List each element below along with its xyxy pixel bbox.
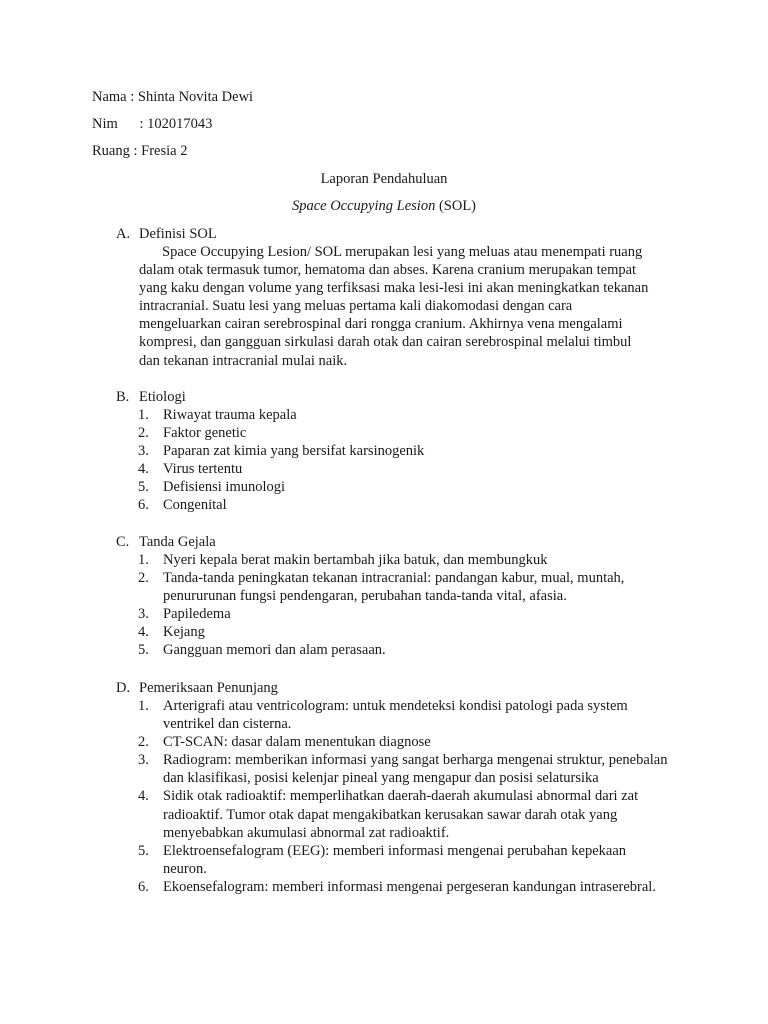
list-text: Sidik otak radioaktif: memperlihatkan daerah-daerah akumulasi abnormal dari zat radioaktif. Tumor otak dapat mengakibatkan kerusakan sawar darah otak yang menyebabkan akumulasi abnormal zat radioaktif. <box>163 788 639 841</box>
list-item <box>138 751 673 787</box>
student-name: Nama : Shinta Novita Dewi <box>92 89 254 105</box>
list-number: 2. <box>138 734 149 751</box>
list-item <box>138 623 673 641</box>
list-item <box>138 605 673 623</box>
list-number: 1. <box>138 407 149 423</box>
list-text: Gangguan memori dan alam perasaan. <box>163 642 386 659</box>
list-text: Riwayat trauma kepala <box>163 407 297 423</box>
list-text: Paparan zat kimia yang bersifat karsinogenik <box>163 443 425 460</box>
section-heading <box>116 225 676 243</box>
list-item <box>138 496 673 514</box>
gejala-list <box>138 551 676 660</box>
section-letter: B. <box>116 389 130 405</box>
section-letter: C. <box>116 534 130 550</box>
list-text: Faktor genetic <box>163 425 247 442</box>
document-subtitle <box>0 197 768 215</box>
list-item <box>138 551 673 569</box>
list-item <box>138 641 673 659</box>
student-room: Ruang : Fresia 2 <box>92 143 188 159</box>
section-tanda-gejala <box>116 533 676 660</box>
list-number: 5. <box>138 842 149 859</box>
list-number: 3. <box>138 606 149 623</box>
section-heading <box>116 388 676 406</box>
list-text: Papiledema <box>163 606 231 623</box>
section-pemeriksaan <box>116 679 676 896</box>
section-heading <box>116 679 676 697</box>
list-number: 5. <box>138 479 149 496</box>
section-definisi <box>116 225 676 370</box>
list-number: 4. <box>138 461 149 478</box>
list-text: Tanda-tanda peningkatan tekanan intracranial: pandangan kabur, mual, muntah, penururunan fungsi pendengaran, perubahan tanda-tanda vital, afasia. <box>163 570 625 605</box>
list-text: Ekoensefalogram: memberi informasi mengenai pergeseran kandungan intraserebral. <box>163 878 656 895</box>
section-title: Etiologi <box>139 389 186 405</box>
list-text: Elektroensefalogram (EEG): memberi informasi mengenai perubahan kepekaan neuron. <box>163 842 627 877</box>
list-item <box>138 787 673 841</box>
list-item <box>138 733 673 751</box>
list-item <box>138 424 673 442</box>
subtitle-italic: Space Occupying Lesion <box>291 198 436 214</box>
etiologi-list <box>138 406 676 515</box>
document-title: Laporan Pendahuluan <box>320 171 448 187</box>
list-number: 2. <box>138 425 149 442</box>
list-text: Congenital <box>163 497 227 514</box>
pemeriksaan-list <box>138 697 676 896</box>
list-number: 1. <box>138 698 149 714</box>
list-item <box>138 569 673 605</box>
list-item <box>138 697 673 733</box>
list-text: Defisiensi imunologi <box>163 479 286 496</box>
list-number: 3. <box>138 752 149 769</box>
student-nim: Nim : 102017043 <box>92 116 213 132</box>
list-text: Nyeri kepala berat makin bertambah jika batuk, dan membungkuk <box>163 552 548 568</box>
list-item <box>138 442 673 460</box>
section-title: Pemeriksaan Penunjang <box>139 680 278 696</box>
list-text: Arterigrafi atau ventricologram: untuk mendeteksi kondisi patologi pada system ventrikel dan cisterna. <box>163 698 628 733</box>
list-item <box>138 878 673 896</box>
list-item <box>138 478 673 496</box>
list-item <box>138 406 673 424</box>
list-text: Kejang <box>163 624 205 641</box>
section-letter: D. <box>116 680 131 696</box>
list-number: 2. <box>138 570 149 587</box>
list-text: Radiogram: memberikan informasi yang sangat berharga mengenai struktur, penebalan dan klasifikasi, posisi kelenjar pineal yang mengapur dan posisi selatursika <box>163 752 668 787</box>
list-number: 6. <box>138 497 149 514</box>
section-heading <box>116 533 676 551</box>
list-number: 4. <box>138 788 149 805</box>
section-title: Definisi SOL <box>139 226 217 242</box>
list-number: 6. <box>138 878 149 895</box>
section-title: Tanda Gejala <box>139 534 216 550</box>
list-number: 5. <box>138 642 149 659</box>
definition-paragraph: Space Occupying Lesion/ SOL merupakan lesi yang meluas atau menempati ruang dalam otak termasuk tumor, hematoma dan abses. Karena cranium merupakan tempat yang kaku dengan volume yang terfiksasi maka lesi-lesi ini akan meningkatkan tekanan intracranial. Suatu lesi yang meluas pertama kali diakomodasi dengan cara mengeluarkan cairan serebrospinal dari rongga cranium. Akhirnya vena mengalami kompresi, dan gangguan sirkulasi darah otak dan cairan serebrospinal melalui timbul dan tekanan intracranial mulai naik. <box>139 244 649 369</box>
list-item <box>138 842 673 878</box>
section-etiologi <box>116 388 676 515</box>
subtitle-rest: (SOL) <box>435 198 477 214</box>
list-number: 3. <box>138 443 149 460</box>
section-letter: A. <box>116 226 131 242</box>
list-number: 4. <box>138 624 149 641</box>
list-number: 1. <box>138 552 149 568</box>
list-text: CT-SCAN: dasar dalam menentukan diagnose <box>163 734 431 751</box>
list-item <box>138 460 673 478</box>
list-text: Virus tertentu <box>163 461 243 478</box>
